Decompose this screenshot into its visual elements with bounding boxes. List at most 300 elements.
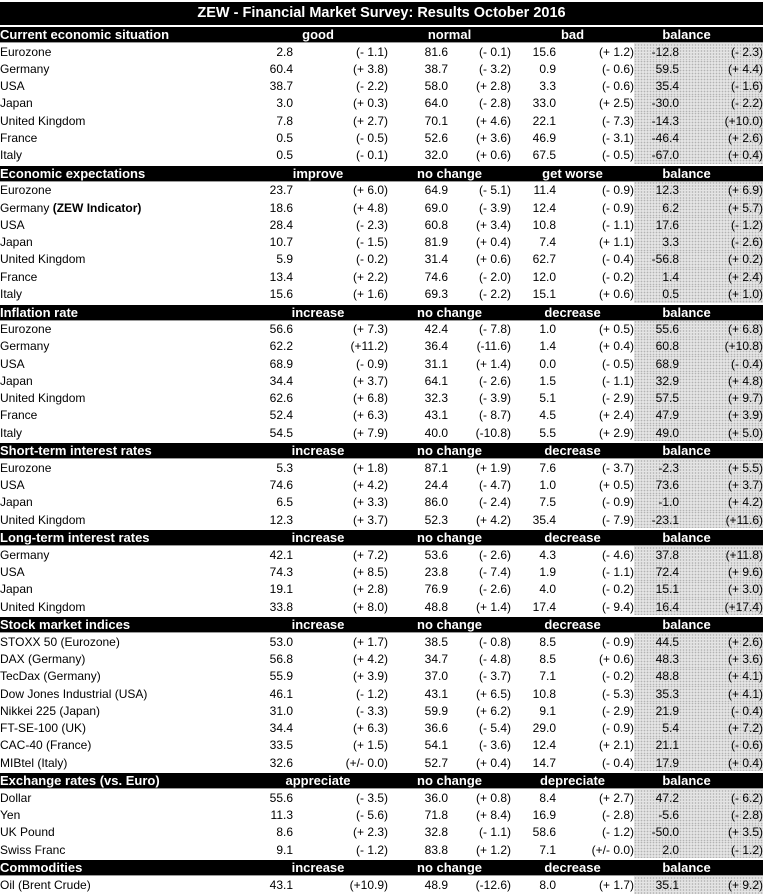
val-no-change: 42.4 [424, 322, 449, 337]
row-label [0, 338, 248, 355]
val-depreciate: 8.4 [539, 790, 557, 805]
row-label-text: Japan [0, 235, 33, 250]
val-balance: -2.3 [634, 459, 679, 477]
chg-decrease: (+ 2.9) [599, 425, 635, 440]
val-balance: 16.4 [634, 598, 679, 616]
row-label-text: Oil (Brent Crude) [0, 877, 91, 892]
chg-get-worse: (- 0.2) [602, 269, 635, 284]
chg-balance: (+17.4) [679, 598, 763, 616]
chg-balance: (+ 9.7) [679, 390, 763, 407]
val-balance: -50.0 [634, 824, 679, 841]
val-no-change: 52.3 [424, 512, 449, 527]
row-label [0, 60, 248, 77]
val-decrease: 1.0 [539, 478, 557, 493]
chg-balance: (+ 5.0) [679, 424, 763, 442]
val-balance: 1.4 [634, 268, 679, 285]
row-label [0, 789, 248, 807]
row-label [0, 216, 248, 233]
chg-no-change: (- 2.2) [479, 286, 512, 301]
val-balance: -30.0 [634, 95, 679, 112]
chg-increase: (+ 7.2) [353, 547, 389, 562]
val-decrease: 8.5 [539, 652, 557, 667]
chg-no-change: (+ 6.5) [476, 686, 512, 701]
val-balance: 73.6 [634, 477, 679, 494]
val-balance: 44.5 [634, 633, 679, 651]
column-header-no-change: no change [388, 529, 511, 546]
chg-good: (+ 3.8) [353, 61, 389, 76]
chg-increase: (+ 1.8) [353, 460, 389, 475]
table-row-stoxx-50-eurozone [0, 633, 763, 651]
val-decrease: 9.1 [539, 703, 557, 718]
val-good: 60.4 [269, 61, 293, 76]
val-increase: 31.0 [269, 703, 293, 718]
chg-decrease: (- 0.4) [602, 755, 635, 770]
val-balance: 72.4 [634, 564, 679, 581]
chg-balance: (+ 3.9) [679, 407, 763, 424]
val-decrease: 1.4 [539, 339, 557, 354]
chg-increase: (+ 1.7) [353, 634, 389, 649]
chg-increase: (+ 1.5) [353, 738, 389, 753]
val-no-change: 48.9 [424, 877, 449, 892]
val-get-worse: 62.7 [532, 252, 557, 267]
column-header-good: good [248, 26, 388, 43]
row-label-text: USA [0, 478, 25, 493]
val-increase: 55.9 [269, 669, 293, 684]
val-good: 2.8 [276, 44, 293, 59]
chg-balance: (+ 0.4) [679, 754, 763, 772]
chg-good: (- 0.5) [356, 130, 389, 145]
val-no-change: 64.9 [424, 183, 449, 198]
val-normal: 52.6 [424, 130, 449, 145]
chg-normal: (+ 4.6) [476, 113, 512, 128]
row-label-text: Japan [0, 373, 33, 388]
val-improve: 23.7 [269, 183, 293, 198]
chg-balance: (- 2.2) [679, 95, 763, 112]
val-balance: 17.6 [634, 216, 679, 233]
row-label [0, 477, 248, 494]
row-label-text: Dollar [0, 790, 32, 805]
val-balance: 3.3 [634, 234, 679, 251]
val-decrease: 4.3 [539, 547, 557, 562]
table-row-united-kingdom [0, 251, 763, 268]
chg-balance: (+ 4.8) [679, 372, 763, 389]
chg-increase: (+ 6.8) [353, 391, 389, 406]
chg-improve: (+ 6.0) [353, 183, 389, 198]
chg-balance: (- 0.4) [679, 355, 763, 372]
row-label [0, 668, 248, 685]
table-row-cac-40-france [0, 737, 763, 754]
table-row-yen [0, 807, 763, 824]
chg-decrease: (- 1.1) [602, 373, 635, 388]
val-decrease: 29.0 [532, 721, 557, 736]
row-label-text: Japan [0, 495, 33, 510]
section-title: Short-term interest rates [0, 442, 248, 459]
val-depreciate: 58.6 [532, 825, 557, 840]
section-title: Commodities [0, 859, 248, 876]
row-label-text: CAC-40 (France) [0, 738, 92, 753]
chg-no-change: (-12.6) [475, 877, 512, 892]
chg-balance: (- 2.6) [679, 234, 763, 251]
row-label [0, 355, 248, 372]
chg-increase: (- 3.3) [356, 703, 389, 718]
val-increase: 33.8 [269, 599, 293, 614]
val-increase: 5.3 [276, 460, 293, 475]
chg-good: (+ 2.7) [353, 113, 389, 128]
chg-bad: (+ 2.5) [599, 96, 635, 111]
section-header-commodities [0, 859, 763, 876]
table-row-france [0, 129, 763, 146]
row-label-text: United Kingdom [0, 113, 86, 128]
row-label-text: USA [0, 356, 25, 371]
val-no-change: 76.9 [424, 582, 449, 597]
chg-bad: (+ 1.2) [599, 44, 635, 59]
chg-decrease: (- 0.5) [602, 356, 635, 371]
chg-normal: (+ 2.8) [476, 79, 512, 94]
table-row-japan [0, 494, 763, 511]
val-increase: 62.2 [269, 339, 293, 354]
chg-balance: (+ 7.2) [679, 720, 763, 737]
table-row-usa [0, 355, 763, 372]
chg-balance: (+ 4.4) [679, 60, 763, 77]
val-no-change: 48.8 [424, 599, 449, 614]
val-balance: 32.9 [634, 372, 679, 389]
row-label [0, 390, 248, 407]
chg-no-change: (+ 4.2) [476, 512, 512, 527]
val-balance: -14.3 [634, 112, 679, 129]
chg-decrease: (+ 2.4) [599, 408, 635, 423]
val-no-change: 43.1 [424, 408, 449, 423]
chg-no-change: (- 2.6) [479, 582, 512, 597]
row-label [0, 876, 248, 894]
column-header-increase: increase [248, 859, 388, 876]
val-depreciate: 16.9 [532, 808, 557, 823]
chg-no-change: (- 5.1) [479, 183, 512, 198]
val-bad: 33.0 [532, 96, 557, 111]
val-appreciate: 11.3 [270, 808, 293, 823]
val-balance: 21.1 [634, 737, 679, 754]
val-decrease: 10.8 [532, 686, 557, 701]
row-label-text: Germany [0, 61, 50, 76]
chg-decrease: (+ 0.6) [599, 652, 635, 667]
chg-balance: (+ 3.0) [679, 581, 763, 598]
val-no-change: 54.1 [424, 738, 449, 753]
val-good: 38.7 [269, 79, 293, 94]
val-balance: 37.8 [634, 546, 679, 564]
chg-increase: (- 0.9) [356, 356, 389, 371]
column-header-appreciate: appreciate [248, 772, 388, 789]
chg-get-worse: (+ 1.1) [599, 235, 635, 250]
chg-good: (- 0.1) [356, 148, 389, 163]
chg-balance: (+ 3.6) [679, 651, 763, 668]
chg-increase: (+ 4.2) [353, 478, 389, 493]
row-label [0, 112, 248, 129]
column-header-depreciate: depreciate [511, 772, 634, 789]
chg-balance: (+10.8) [679, 338, 763, 355]
val-balance: 57.5 [634, 390, 679, 407]
val-no-change: 32.8 [424, 825, 449, 840]
val-balance: 0.5 [634, 285, 679, 303]
chg-balance: (- 0.6) [679, 737, 763, 754]
chg-balance: (- 2.3) [679, 43, 763, 61]
chg-decrease: (- 0.9) [602, 634, 635, 649]
column-header-decrease: decrease [511, 529, 634, 546]
row-label [0, 807, 248, 824]
row-label-text: Yen [0, 808, 21, 823]
chg-depreciate: (+/- 0.0) [591, 842, 635, 857]
val-improve: 15.6 [269, 286, 293, 301]
row-label [0, 424, 248, 442]
chg-get-worse: (- 0.4) [602, 252, 635, 267]
table-row-germany [0, 546, 763, 564]
row-label-text: USA [0, 79, 25, 94]
chg-increase: (+/- 0.0) [345, 755, 389, 770]
chg-decrease: (+ 0.5) [599, 322, 635, 337]
row-label [0, 407, 248, 424]
row-label-text: USA [0, 217, 25, 232]
chg-normal: (- 0.1) [479, 44, 512, 59]
val-no-change: 74.6 [424, 269, 449, 284]
val-normal: 81.6 [424, 44, 449, 59]
val-balance: 17.9 [634, 754, 679, 772]
row-label-text: United Kingdom [0, 252, 86, 267]
val-balance: 47.9 [634, 407, 679, 424]
row-label-bold-text: (ZEW Indicator) [52, 200, 142, 215]
row-label-text: Eurozone [0, 183, 52, 198]
table-row-usa [0, 216, 763, 233]
val-decrease: 7.6 [539, 460, 557, 475]
row-label-text: Germany [0, 547, 50, 562]
column-header-increase: increase [248, 442, 388, 459]
chg-good: (- 2.2) [356, 79, 389, 94]
val-balance: 5.4 [634, 720, 679, 737]
column-header-bad: bad [511, 26, 634, 43]
val-get-worse: 12.4 [532, 200, 557, 215]
row-label-text: Eurozone [0, 460, 52, 475]
val-increase: 53.0 [269, 634, 293, 649]
table-row-japan [0, 372, 763, 389]
val-normal: 38.7 [424, 61, 449, 76]
val-no-change: 69.0 [424, 200, 449, 215]
val-increase: 43.1 [269, 877, 293, 892]
column-header-no-change: no change [388, 772, 511, 789]
val-decrease: 12.4 [532, 738, 557, 753]
chg-no-change: (- 2.0) [479, 269, 512, 284]
chg-increase: (+ 2.8) [353, 582, 389, 597]
table-row-japan [0, 95, 763, 112]
chg-no-change: (+ 1.2) [476, 842, 512, 857]
chg-decrease: (- 4.6) [602, 547, 635, 562]
val-get-worse: 12.0 [532, 269, 557, 284]
chg-balance: (+ 5.5) [679, 459, 763, 477]
val-balance: 48.3 [634, 651, 679, 668]
chg-appreciate: (+ 2.3) [353, 825, 389, 840]
chg-decrease: (+ 0.5) [599, 478, 635, 493]
chg-decrease: (+ 1.7) [599, 877, 635, 892]
val-decrease: 17.4 [532, 599, 557, 614]
chg-balance: (+ 5.7) [679, 199, 763, 216]
table-row-united-kingdom [0, 390, 763, 407]
row-label [0, 633, 248, 651]
chg-decrease: (+ 2.1) [599, 738, 635, 753]
row-label-text: DAX (Germany) [0, 652, 86, 667]
val-decrease: 7.5 [539, 495, 557, 510]
section-title: Exchange rates (vs. Euro) [0, 772, 248, 789]
chg-no-change: (+ 0.4) [476, 235, 512, 250]
row-label-text: France [0, 130, 38, 145]
val-no-change: 83.8 [424, 842, 449, 857]
section-header-current-economic-situation [0, 26, 763, 43]
chg-increase: (+ 4.2) [353, 652, 389, 667]
row-label-text: Dow Jones Industrial (USA) [0, 686, 148, 701]
column-header-balance: balance [634, 529, 763, 546]
table-row-france [0, 407, 763, 424]
chg-balance: (- 1.2) [679, 216, 763, 233]
table-row-usa [0, 78, 763, 95]
section-header-exchange-rates-vs-euro [0, 772, 763, 789]
row-label-text: USA [0, 565, 25, 580]
val-increase: 32.6 [269, 755, 293, 770]
chg-no-change: (-11.6) [476, 339, 512, 354]
section-title: Economic expectations [0, 165, 248, 182]
column-header-balance: balance [634, 859, 763, 876]
val-get-worse: 15.1 [532, 286, 557, 301]
row-label [0, 320, 248, 338]
val-decrease: 5.1 [539, 391, 557, 406]
row-label [0, 824, 248, 841]
val-bad: 22.1 [532, 113, 557, 128]
chg-improve: (- 1.5) [356, 235, 389, 250]
val-get-worse: 11.4 [533, 183, 557, 198]
chg-good: (+ 0.3) [353, 96, 389, 111]
chg-normal: (- 3.2) [479, 61, 512, 76]
val-normal: 64.0 [424, 96, 449, 111]
chg-balance: (+ 9.2) [679, 876, 763, 894]
val-balance: 6.2 [634, 199, 679, 216]
row-label [0, 511, 248, 529]
chg-balance: (+ 2.6) [679, 633, 763, 651]
val-balance: 21.9 [634, 702, 679, 719]
chg-no-change: (+ 0.4) [476, 755, 512, 770]
chg-decrease: (- 0.9) [602, 721, 635, 736]
chg-balance: (+10.0) [679, 112, 763, 129]
row-label-text: FT-SE-100 (UK) [0, 721, 87, 736]
table-row-italy [0, 285, 763, 303]
row-label-text: MIBtel (Italy) [0, 755, 68, 770]
chg-no-change: (- 4.8) [479, 652, 512, 667]
row-label-text: Japan [0, 96, 33, 111]
chg-normal: (- 2.8) [479, 96, 512, 111]
chg-improve: (+ 1.6) [353, 286, 389, 301]
chg-bad: (- 3.1) [602, 130, 635, 145]
chg-balance: (+ 3.5) [679, 824, 763, 841]
val-decrease: 1.5 [539, 373, 557, 388]
column-header-decrease: decrease [511, 616, 634, 633]
chg-increase: (+ 8.5) [353, 565, 389, 580]
table-row-ft-se-100-uk [0, 720, 763, 737]
chg-no-change: (+ 1.9) [476, 460, 512, 475]
val-balance: -12.8 [634, 43, 679, 61]
val-no-change: 36.4 [424, 339, 449, 354]
val-bad: 15.6 [532, 44, 557, 59]
chg-depreciate: (- 1.2) [602, 825, 635, 840]
chg-improve: (- 2.3) [356, 217, 389, 232]
column-header-decrease: decrease [511, 304, 634, 321]
section-header-inflation-rate [0, 304, 763, 321]
val-decrease: 8.5 [539, 634, 557, 649]
row-label-text: STOXX 50 (Eurozone) [0, 634, 120, 649]
chg-no-change: (- 0.8) [479, 634, 512, 649]
val-no-change: 31.4 [424, 252, 449, 267]
val-increase: 19.1 [269, 582, 293, 597]
chg-balance: (+ 1.0) [679, 285, 763, 303]
val-no-change: 52.7 [424, 755, 449, 770]
val-appreciate: 55.6 [269, 790, 293, 805]
val-decrease: 0.0 [539, 356, 557, 371]
chg-no-change: (-10.8) [475, 425, 512, 440]
chg-increase: (+ 3.7) [353, 373, 389, 388]
val-no-change: 43.1 [424, 686, 449, 701]
row-label-text: Italy [0, 148, 23, 163]
chg-get-worse: (- 1.1) [602, 217, 635, 232]
chg-no-change: (- 5.4) [479, 721, 512, 736]
chg-increase: (+ 3.3) [353, 495, 389, 510]
chg-balance: (+ 0.4) [679, 147, 763, 165]
val-no-change: 71.8 [424, 808, 449, 823]
val-increase: 46.1 [269, 686, 293, 701]
row-label-text: Swiss Franc [0, 842, 66, 857]
row-label-text: United Kingdom [0, 512, 86, 527]
column-header-balance: balance [634, 304, 763, 321]
chg-appreciate: (- 1.2) [356, 842, 389, 857]
title-bar [0, 2, 763, 25]
chg-bad: (- 0.6) [602, 79, 635, 94]
val-increase: 34.4 [269, 373, 293, 388]
val-bad: 67.5 [532, 148, 557, 163]
row-label-text: TecDax (Germany) [0, 669, 101, 684]
chg-balance: (+ 2.4) [679, 268, 763, 285]
val-improve: 10.7 [269, 235, 293, 250]
chg-increase: (+ 8.0) [353, 599, 389, 614]
val-balance: 2.0 [634, 841, 679, 859]
val-balance: -1.0 [634, 494, 679, 511]
column-header-balance: balance [634, 772, 763, 789]
row-label-text: Germany [0, 339, 50, 354]
chg-bad: (- 0.5) [602, 148, 635, 163]
row-label [0, 43, 248, 61]
row-label [0, 546, 248, 564]
chg-increase: (+11.2) [350, 339, 389, 354]
section-title: Long-term interest rates [0, 529, 248, 546]
val-normal: 70.1 [424, 113, 449, 128]
val-bad: 46.9 [532, 130, 557, 145]
val-get-worse: 10.8 [532, 217, 557, 232]
chg-no-change: (- 3.9) [479, 391, 512, 406]
chg-no-change: (+ 1.4) [476, 599, 512, 614]
chg-no-change: (+ 0.8) [476, 790, 512, 805]
table-row-germany [0, 199, 763, 216]
chg-increase: (+ 7.3) [353, 322, 389, 337]
val-balance: -56.8 [634, 251, 679, 268]
chg-balance: (- 2.8) [679, 807, 763, 824]
chg-increase: (+ 3.7) [353, 512, 389, 527]
val-increase: 34.4 [269, 721, 293, 736]
chg-decrease: (+ 0.4) [599, 339, 635, 354]
section-title: Inflation rate [0, 304, 248, 321]
val-no-change: 38.5 [424, 634, 449, 649]
val-balance: -23.1 [634, 511, 679, 529]
row-label [0, 459, 248, 477]
column-header-no-change: no change [388, 616, 511, 633]
